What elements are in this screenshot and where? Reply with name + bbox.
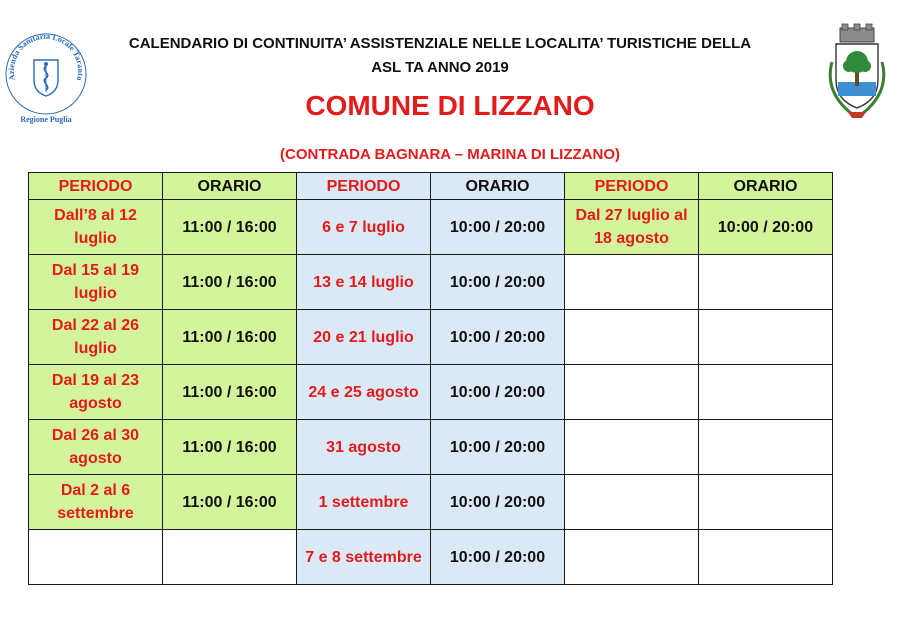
orario-cell: 11:00 / 16:00 bbox=[163, 420, 297, 475]
periodo-cell bbox=[565, 475, 699, 530]
table-header-cell: ORARIO bbox=[163, 173, 297, 200]
table-row bbox=[29, 420, 833, 475]
periodo-cell: 6 e 7 luglio bbox=[297, 200, 431, 255]
orario-cell: 10:00 / 20:00 bbox=[431, 420, 565, 475]
periodo-cell bbox=[565, 365, 699, 420]
periodo-cell: Dall’8 al 12 luglio bbox=[29, 200, 163, 255]
periodo-cell: 24 e 25 agosto bbox=[297, 365, 431, 420]
table-header-cell: PERIODO bbox=[297, 173, 431, 200]
orario-cell bbox=[699, 530, 833, 585]
orario-cell bbox=[163, 530, 297, 585]
orario-cell: 11:00 / 16:00 bbox=[163, 310, 297, 365]
title-line-1: CALENDARIO DI CONTINUITA’ ASSISTENZIALE NELLE LOCALITA’ TURISTICHE DELLA bbox=[128, 35, 752, 52]
orario-cell bbox=[699, 255, 833, 310]
logo-ring-text: Azienda Sanitaria Locale Taranto bbox=[6, 31, 86, 82]
orario-cell: 11:00 / 16:00 bbox=[163, 365, 297, 420]
orario-cell bbox=[699, 310, 833, 365]
orario-cell bbox=[699, 420, 833, 475]
table-header-cell: PERIODO bbox=[29, 173, 163, 200]
periodo-cell bbox=[565, 255, 699, 310]
periodo-cell: Dal 22 al 26 luglio bbox=[29, 310, 163, 365]
orario-cell: 11:00 / 16:00 bbox=[163, 475, 297, 530]
orario-cell: 10:00 / 20:00 bbox=[431, 200, 565, 255]
periodo-cell bbox=[29, 530, 163, 585]
orario-cell: 10:00 / 20:00 bbox=[431, 255, 565, 310]
periodo-cell: Dal 15 al 19 luglio bbox=[29, 255, 163, 310]
periodo-cell: 13 e 14 luglio bbox=[297, 255, 431, 310]
orario-cell: 10:00 / 20:00 bbox=[431, 365, 565, 420]
periodo-cell: 20 e 21 luglio bbox=[297, 310, 431, 365]
orario-cell: 10:00 / 20:00 bbox=[699, 200, 833, 255]
table-header-cell: ORARIO bbox=[431, 173, 565, 200]
title-line-2: ASL TA ANNO 2019 bbox=[371, 59, 509, 76]
table-header-cell: ORARIO bbox=[699, 173, 833, 200]
periodo-cell: Dal 26 al 30 agosto bbox=[29, 420, 163, 475]
orario-cell bbox=[699, 365, 833, 420]
table-header-cell: PERIODO bbox=[565, 173, 699, 200]
document-title bbox=[90, 32, 790, 80]
periodo-cell: 1 settembre bbox=[297, 475, 431, 530]
table-row bbox=[29, 255, 833, 310]
periodo-cell: Dal 27 luglio al 18 agosto bbox=[565, 200, 699, 255]
orario-cell: 10:00 / 20:00 bbox=[431, 310, 565, 365]
table-row bbox=[29, 475, 833, 530]
schedule-table bbox=[28, 172, 833, 585]
orario-cell bbox=[699, 475, 833, 530]
orario-cell: 11:00 / 16:00 bbox=[163, 200, 297, 255]
comune-heading: COMUNE DI LIZZANO bbox=[305, 90, 595, 121]
table-header-row bbox=[29, 173, 833, 200]
table-row bbox=[29, 530, 833, 585]
table-row bbox=[29, 310, 833, 365]
contrada-subheading: (CONTRADA BAGNARA – MARINA DI LIZZANO) bbox=[280, 146, 620, 163]
logo-region-text: Regione Puglia bbox=[20, 115, 72, 124]
periodo-cell: 7 e 8 settembre bbox=[297, 530, 431, 585]
orario-cell: 10:00 / 20:00 bbox=[431, 530, 565, 585]
periodo-cell bbox=[565, 530, 699, 585]
periodo-cell bbox=[565, 310, 699, 365]
periodo-cell: Dal 2 al 6 settembre bbox=[29, 475, 163, 530]
periodo-cell: 31 agosto bbox=[297, 420, 431, 475]
table-row bbox=[29, 200, 833, 255]
orario-cell: 11:00 / 16:00 bbox=[163, 255, 297, 310]
periodo-cell: Dal 19 al 23 agosto bbox=[29, 365, 163, 420]
periodo-cell bbox=[565, 420, 699, 475]
table-row bbox=[29, 365, 833, 420]
orario-cell: 10:00 / 20:00 bbox=[431, 475, 565, 530]
